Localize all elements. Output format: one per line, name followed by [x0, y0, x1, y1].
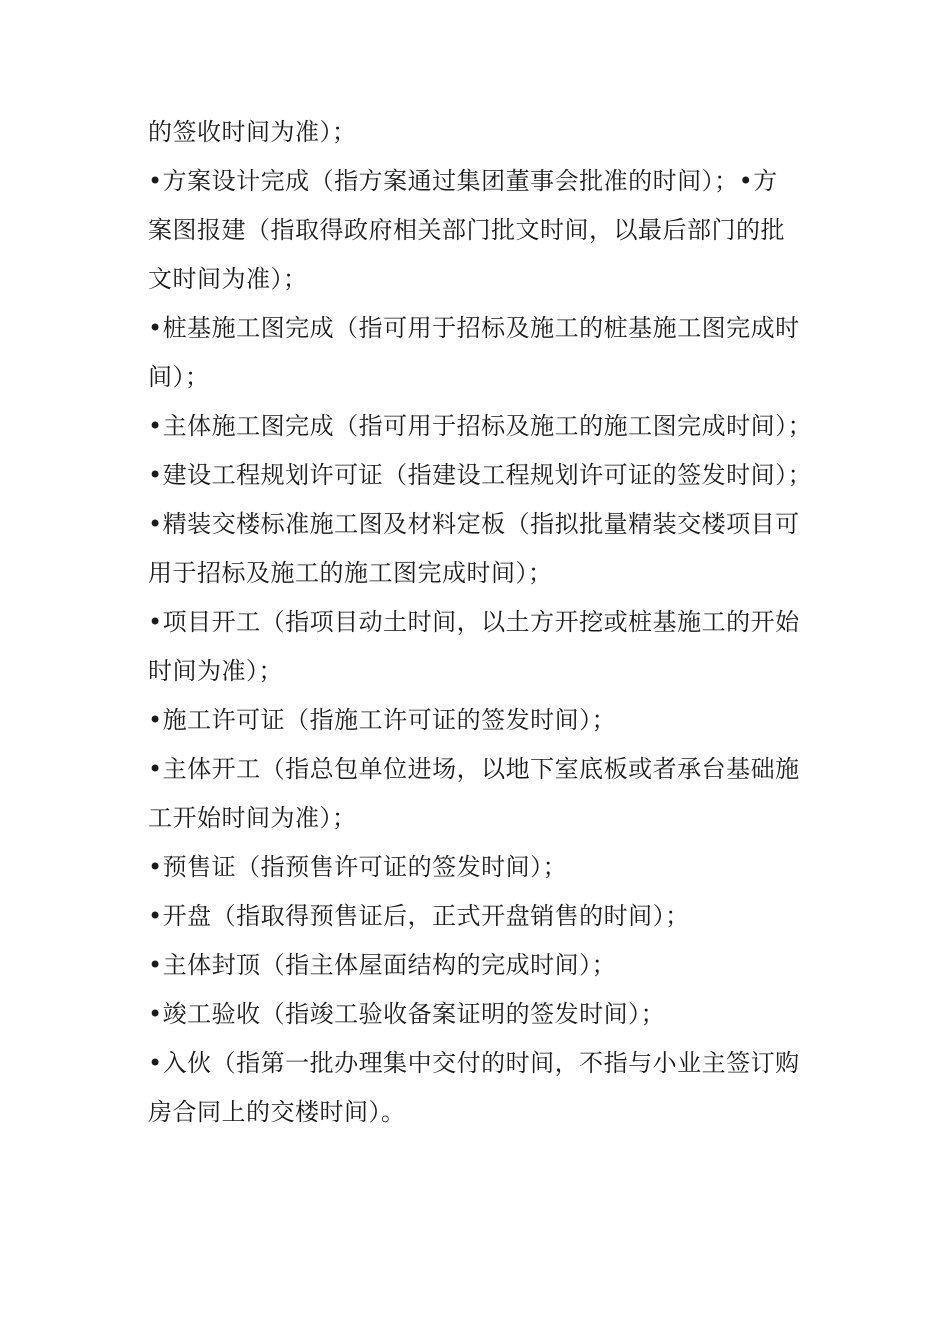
text-line: •入伙（指第一批办理集中交付的时间，不指与小业主签订购: [148, 1049, 800, 1077]
text-line: 间）；: [148, 363, 210, 391]
text-line: •项目开工（指项目动土时间，以土方开挖或桩基施工的开始: [148, 608, 800, 636]
text-line: •竣工验收（指竣工验收备案证明的签发时间）；: [148, 1000, 666, 1028]
text-line: •施工许可证（指施工许可证的签发时间）；: [148, 706, 617, 734]
text-line: •主体封顶（指主体屋面结构的完成时间）；: [148, 951, 617, 979]
text-line: •预售证（指预售许可证的签发时间）；: [148, 853, 568, 881]
text-line: 的签收时间为准）；: [148, 118, 357, 146]
text-line: 用于招标及施工的施工图完成时间）；: [148, 559, 553, 587]
text-line: •开盘（指取得预售证后，正式开盘销售的时间）；: [148, 902, 690, 930]
text-line: •主体开工（指总包单位进场，以地下室底板或者承台基础施: [148, 755, 800, 783]
text-line: 房合同上的交楼时间）。: [148, 1098, 406, 1126]
text-line: 案图报建（指取得政府相关部门批文时间，以最后部门的批: [148, 216, 785, 244]
text-line: •桩基施工图完成（指可用于招标及施工的桩基施工图完成时: [148, 314, 800, 342]
text-line: 文时间为准）；: [148, 265, 308, 293]
text-line: •方案设计完成（指方案通过集团董事会批准的时间）；•方: [148, 167, 778, 195]
text-line: •建设工程规划许可证（指建设工程规划许可证的签发时间）；: [148, 461, 813, 489]
document-body: [148, 108, 828, 1137]
text-line: •精装交楼标准施工图及材料定板（指拟批量精装交楼项目可: [148, 510, 800, 538]
text-line: •主体施工图完成（指可用于招标及施工的施工图完成时间）；: [148, 412, 813, 440]
text-line: 工开始时间为准）；: [148, 804, 357, 832]
text-line: 时间为准）；: [148, 657, 283, 685]
